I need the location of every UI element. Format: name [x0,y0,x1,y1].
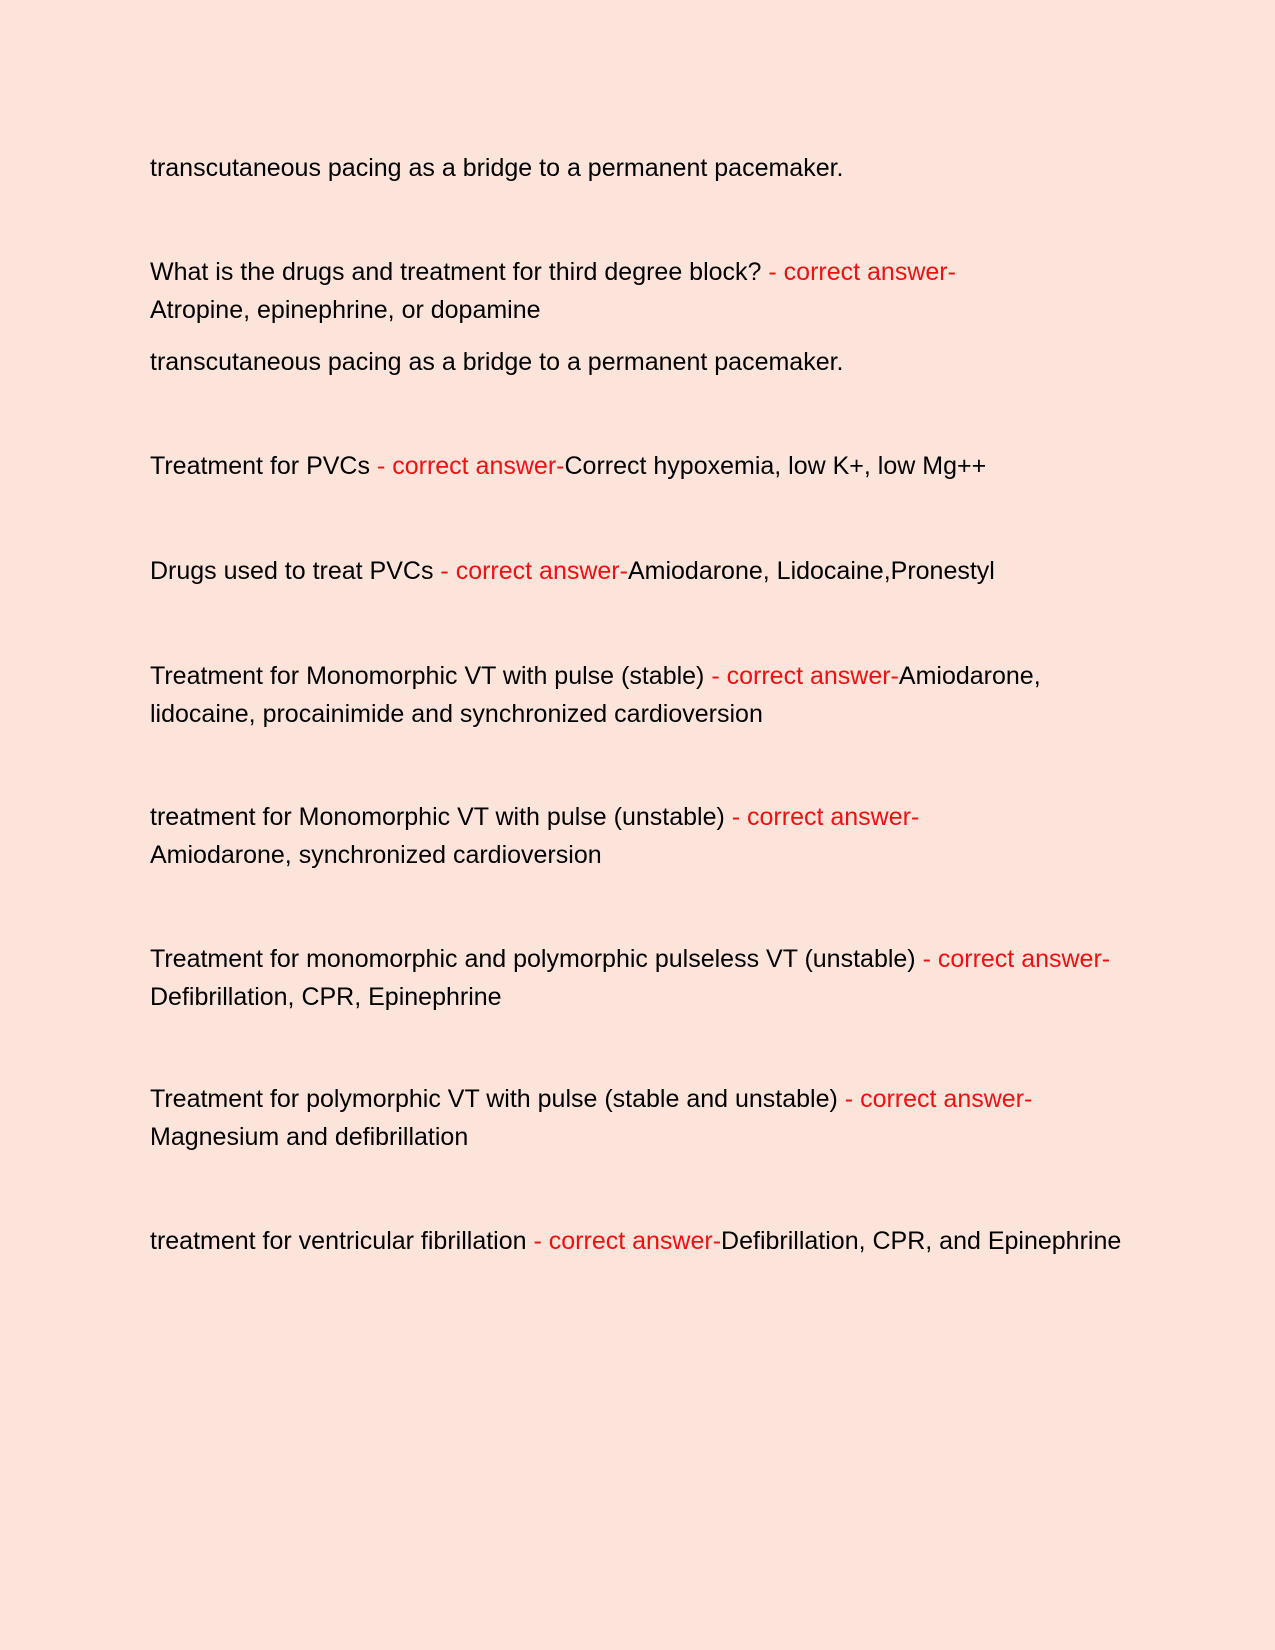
answer-text: Magnesium and defibrillation [150,1123,469,1151]
answer-text: Defibrillation, CPR, and Epinephrine [721,1227,1122,1255]
question-text: transcutaneous pacing as a bridge to a permanent pacemaker. [150,154,844,182]
answer-tag: - correct answer- [768,258,956,286]
answer-tag: - correct answer- [711,662,899,690]
qa-entry [150,798,1130,874]
qa-entry [150,149,1130,187]
qa-entry [150,657,1130,733]
answer-text: Amiodarone, synchronized cardioversion [150,841,602,869]
question-text: Treatment for polymorphic VT with pulse (stable and unstable) [150,1085,838,1113]
question-text: Treatment for PVCs [150,452,370,480]
qa-entry [150,343,1130,381]
answer-tag: - correct answer- [922,945,1111,973]
answer-text: Amiodarone, lidocaine, procainimide and synchronized cardioversion [150,662,1041,728]
answer-tag: - correct answer- [533,1227,722,1255]
question-text: Drugs used to treat PVCs [150,557,434,585]
answer-tag: - correct answer- [440,557,628,585]
answer-text: Defibrillation, CPR, Epinephrine [150,983,502,1011]
document-page [150,0,1130,1650]
answer-text: Correct hypoxemia, low K+, low Mg++ [564,452,987,480]
answer-tag: - correct answer- [376,452,565,480]
question-text: Treatment for monomorphic and polymorphic pulseless VT (unstable) [150,945,916,973]
answer-text: Atropine, epinephrine, or dopamine [150,296,541,324]
question-text: Treatment for Monomorphic VT with pulse (stable) [150,662,705,690]
qa-entry [150,940,1130,1016]
qa-entry [150,1080,1130,1156]
qa-entry [150,1222,1130,1260]
qa-entry [150,253,1130,329]
question-text: treatment for Monomorphic VT with pulse (unstable) [150,803,725,831]
question-text: treatment for ventricular fibrillation [150,1227,527,1255]
question-text: What is the drugs and treatment for third degree block? [150,258,762,286]
qa-entry [150,447,1130,485]
question-text: transcutaneous pacing as a bridge to a permanent pacemaker. [150,348,844,376]
qa-entry [150,552,1130,590]
answer-tag: - correct answer- [731,803,920,831]
answer-tag: - correct answer- [844,1085,1033,1113]
answer-text: Amiodarone, Lidocaine,Pronestyl [627,557,995,585]
